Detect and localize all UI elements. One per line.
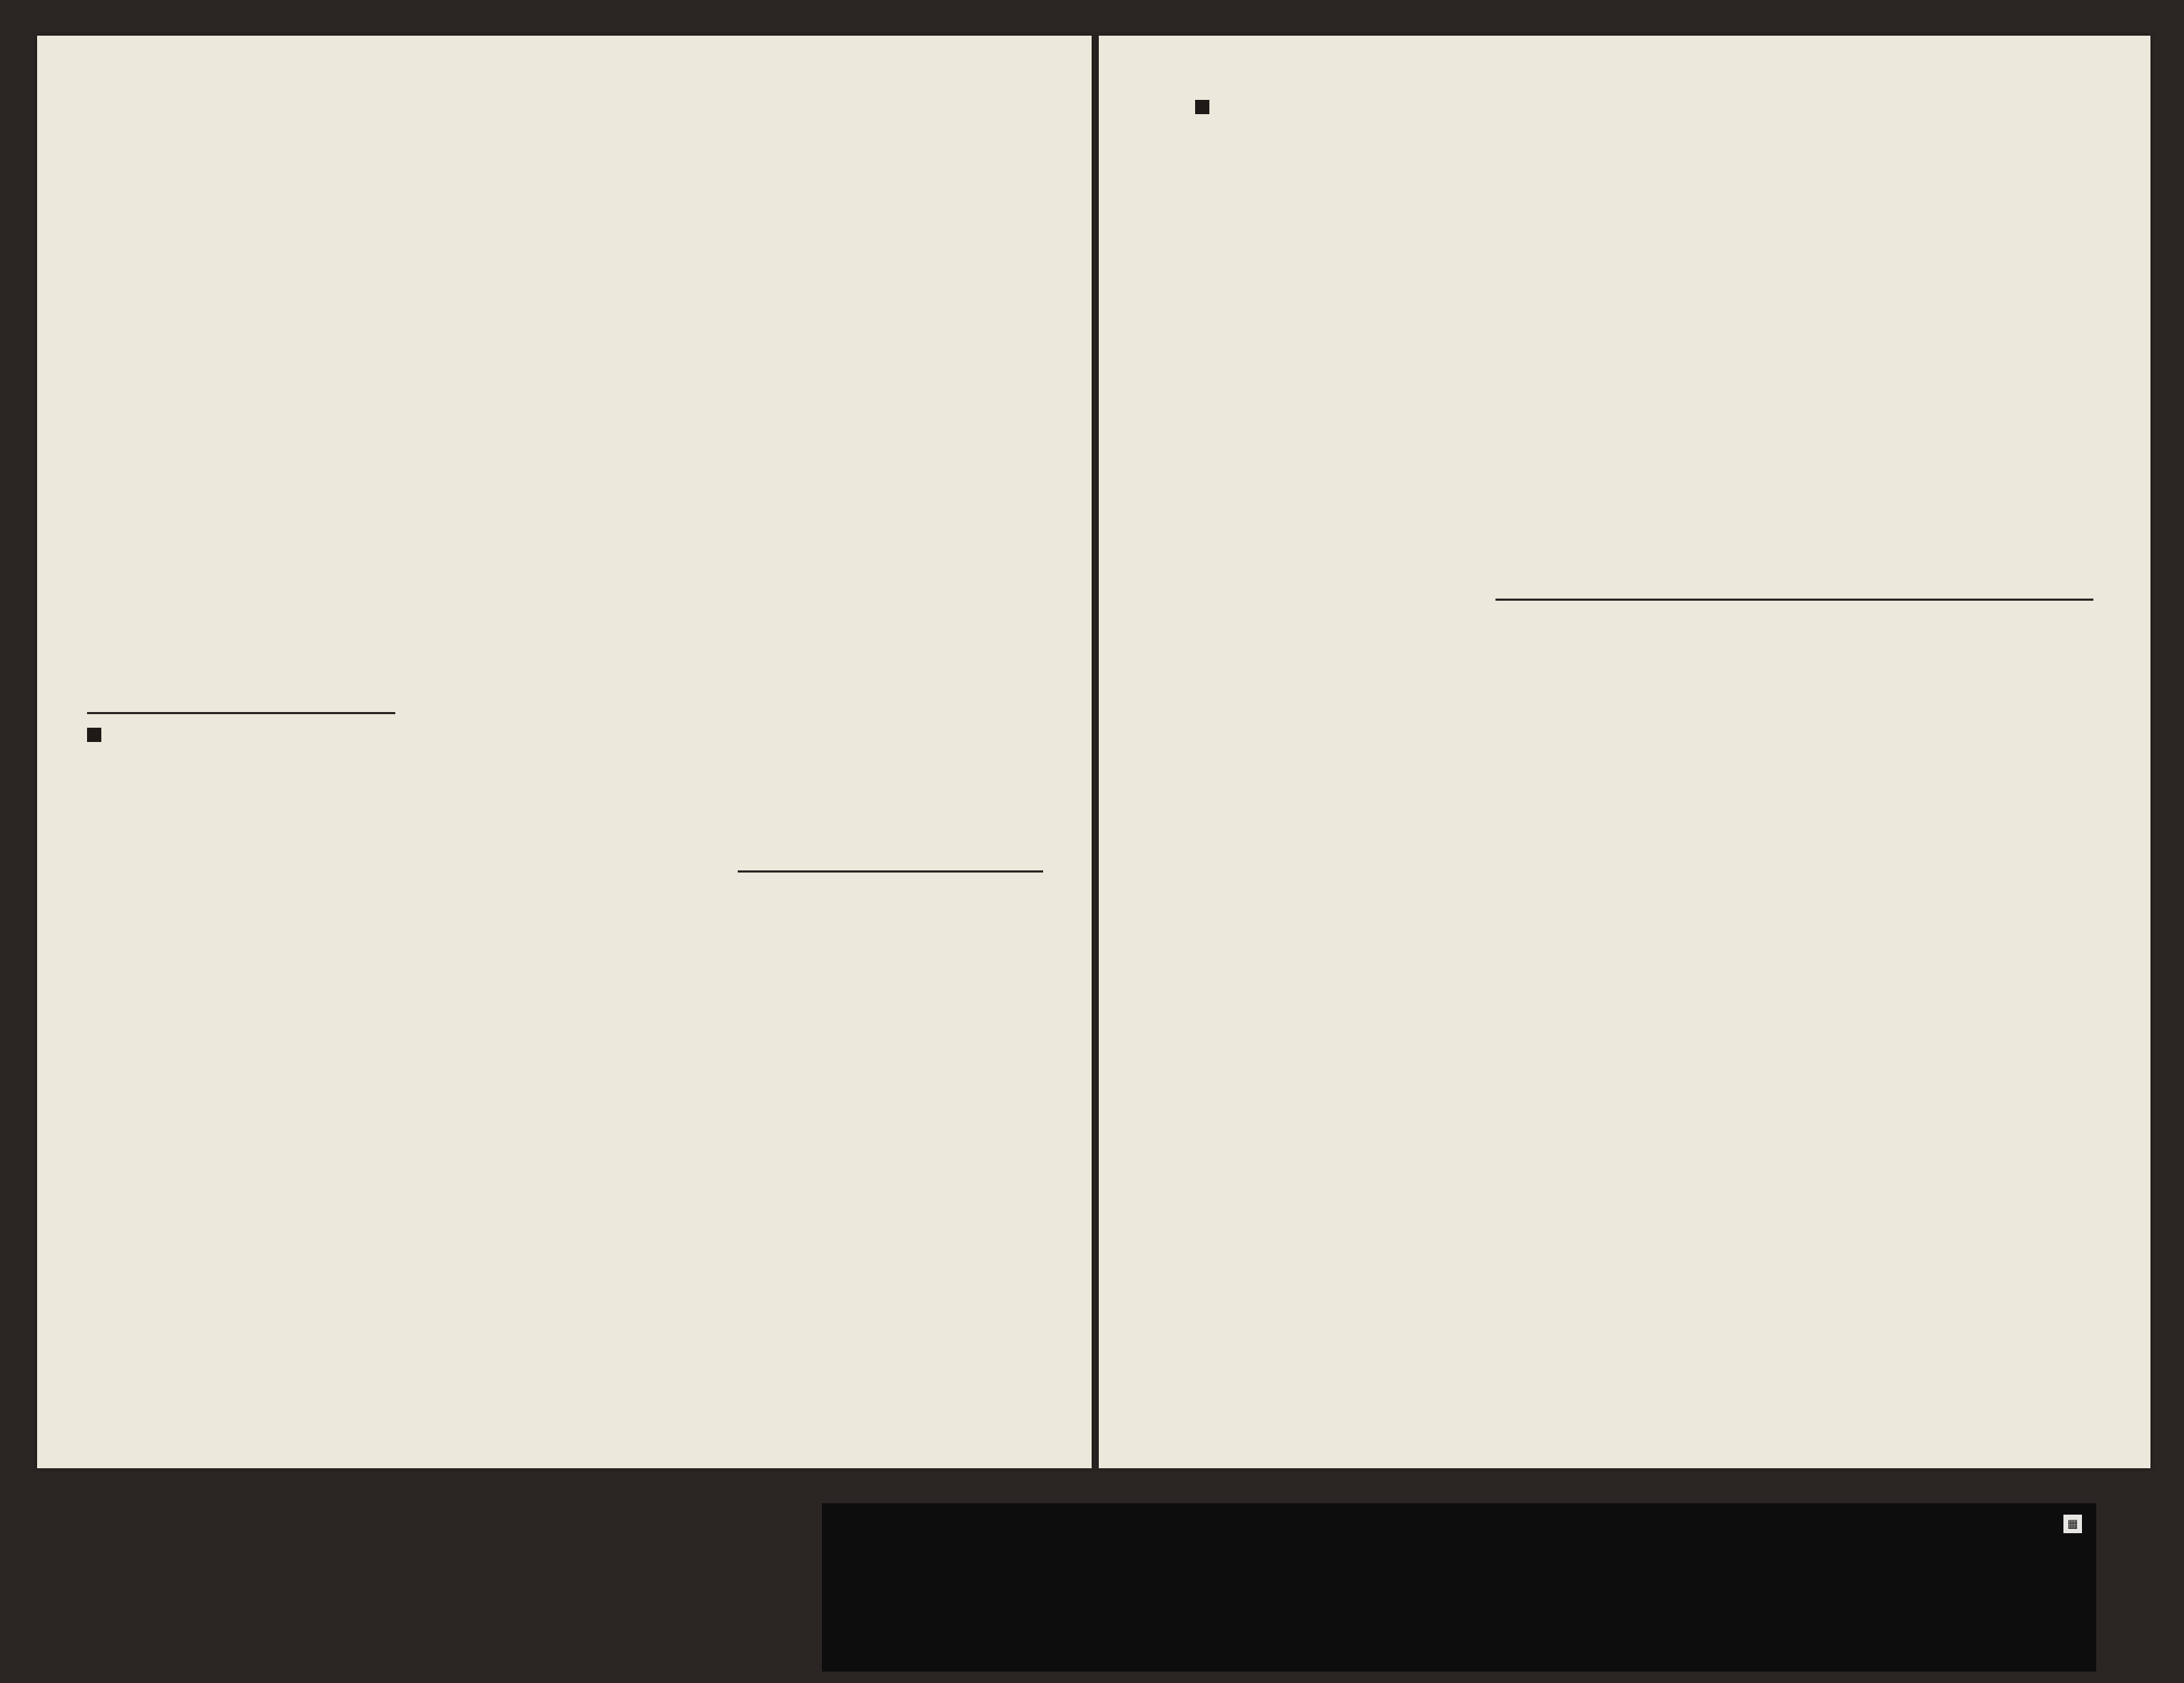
square-bullet-icon bbox=[1195, 100, 1209, 114]
page-7 bbox=[1099, 36, 2150, 1468]
gray-scale-patches bbox=[822, 1503, 2096, 1672]
divider bbox=[1495, 599, 2093, 601]
divider bbox=[87, 712, 395, 714]
page-6 bbox=[37, 36, 1092, 1468]
divider bbox=[738, 870, 1043, 873]
aniversario-heading bbox=[87, 722, 110, 747]
munsell-brand bbox=[2063, 1515, 2092, 1657]
gray-scale-card bbox=[822, 1503, 2096, 1672]
munsell-logo-icon: ▦ bbox=[2063, 1515, 2082, 1533]
reformas-heading bbox=[1195, 94, 1218, 119]
square-bullet-icon bbox=[87, 728, 101, 742]
